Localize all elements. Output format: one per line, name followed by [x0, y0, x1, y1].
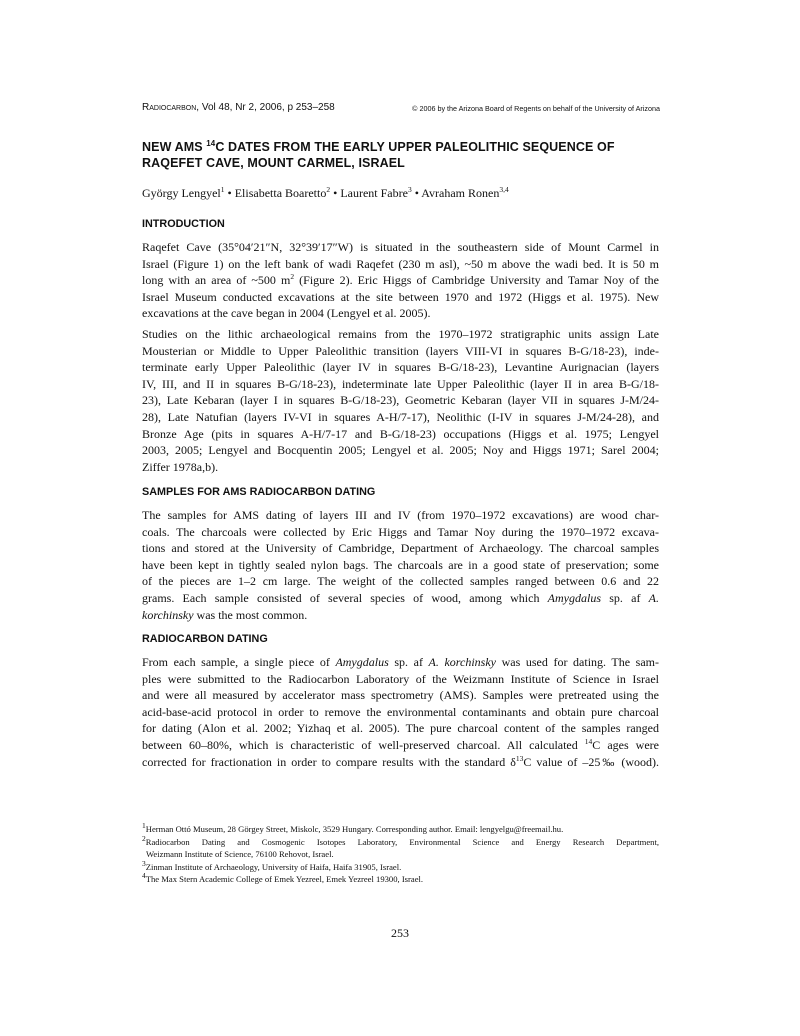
section-heading-introduction: INTRODUCTION	[142, 218, 225, 230]
footnote: $^2$Radiocarbon Dating and Cosmogenic Isotopes Laboratory, Environmental Science and Energy Research Department, Weizmann Institute of Science, 76100 Rehovot, Israel.	[142, 833, 659, 860]
footnotes	[142, 823, 659, 886]
introduction-paragraph-2: Studies on the lithic archaeological remains from the 1970–1972 stratigraphic units assign Late Mousterian or Middle to Upper Paleolithic transition (layers VIII-VI in squares B-G/18-23), inde- terminate early Upper Paleolithic (layer IV in squares B-G/18-23), Levantine Aurignacian (layers IV, III, and II in squares B-G/18-23), indeterminate late Upper Paleolithic (layer II in area B-G/18- 23), Late Kebaran (layer I in squares B-G/18-23), Geometric Kebaran (layer VII in squares J-M/24- 28), Late Natufian (layers IV-VI in squares A-H/7-17), Neolithic (I-IV in squares J-M/24-28), and Bronze Age (pits in squares A-H/7-17 and B-G/18-23) occupations (Higgs et al. 1975; Lengyel 2003, 2005; Lengyel and Bocquentin 2005; Lengyel et al. 2005; Noy and Higgs 1971; Sarel 2004; Ziffer 1978a,b).	[142, 327, 659, 474]
radiocarbon-paragraph: From each sample, a single piece of Amygdalus sp. af A. korchinsky was used for dating. The sam- ples were submitted to the Radiocarbon Laboratory of the Weizmann Institute of Science in Israel and were all measured by accelerator mass spectrometry (AMS). Samples were pretreated using the acid-base-acid protocol in order to remove the environmental contaminants and obtain pure charcoal for dating (Alon et al. 2002; Yizhaq et al. 2005). The pure charcoal content of the samples ranged between 60–80%, which is characteristic of well-preserved charcoal. All calculated $^{14}$C ages were corrected for fractionation in order to compare results with the standard $\delta^{13}C$ value of –25‰ (wood).	[142, 655, 659, 769]
author: Avraham Ronen$^{3,4}$	[421, 185, 509, 200]
author-list: György Lengyel$^1$ • Elisabetta Boaretto$^2$ • Laurent Fabre$^3$ • Avraham Ronen$^{3,4}$	[142, 185, 509, 200]
title-line-2: RAQEFET CAVE, MOUNT CARMEL, ISRAEL	[142, 156, 405, 170]
article-title	[142, 139, 660, 171]
journal-details: , Vol 48, Nr 2, 2006, p 253–258	[196, 102, 335, 113]
species-name: A. korchinsky	[428, 655, 497, 669]
samples-paragraph: The samples for AMS dating of layers III and IV (from 1970–1972 excavations) are wood char- coals. The charcoals were collected by Eric Higgs and Tamar Noy during the 1970–1972 excava- tions and stored at the University of Cambridge, Department of Archaeology. The charcoal samples have been kept in tightly sealed nylon bags. The charcoals are in a good state of preservation; some of the pieces are 1–2 cm large. The weight of the collected samples ranged between 0.6 and 22 grams. Each sample consisted of several species of wood, among which Amygdalus sp. af A. korchinsky was the most common.	[142, 508, 659, 622]
footnote: $^4$The Max Stern Academic College of Emek Yezreel, Emek Yezreel 19300, Israel.	[142, 871, 424, 885]
author: György Lengyel$^1$	[142, 185, 225, 200]
species-name: Amygdalus	[547, 590, 601, 605]
isotope-superscript: 14	[206, 138, 216, 148]
title-line-1: NEW AMS $^{14}$C DATES FROM THE EARLY UPPER PALEOLITHIC SEQUENCE OF	[142, 138, 615, 154]
running-header	[142, 101, 660, 116]
copyright-notice: © 2006 by the Arizona Board of Regents on behalf of the University of Arizona	[412, 104, 660, 113]
author: Laurent Fabre$^3$	[340, 185, 412, 200]
author: Elisabetta Boaretto$^2$	[234, 185, 331, 200]
introduction-paragraph-1: Raqefet Cave (35°04′21″N, 32°39′17″W) is situated in the southeastern side of Mount Carmel in Israel (Figure 1) on the left bank of wadi Raqefet (230 m asl), ~50 m above the wadi bed. It is 50 m long with an area of ~500 $m^2$ (Figure 2). Eric Higgs of Cambridge University and Tamar Noy of the Israel Museum conducted excavations at the site between 1970 and 1972 (Higgs et al. 1975). New excavations at the cave began in 2004 (Lengyel et al. 2005).	[142, 240, 659, 321]
species-name: Amygdalus	[335, 655, 389, 669]
footnote: $^1$Herman Ottó Museum, 28 Görgey Street, Miskolc, 3529 Hungary. Corresponding author. Email: lengyelgu@freemail.hu.	[142, 821, 564, 834]
footnote: $^3$Zinman Institute of Archaeology, University of Haifa, Haifa 31905, Israel.	[142, 858, 402, 872]
journal-citation	[142, 101, 335, 115]
page-number: 253	[391, 926, 409, 940]
journal-name: Radiocarbon	[142, 102, 197, 113]
section-heading-radiocarbon-dating: RADIOCARBON DATING	[142, 633, 268, 645]
species-name: A.	[648, 590, 659, 605]
section-heading-samples: SAMPLES FOR AMS RADIOCARBON DATING	[142, 486, 376, 498]
species-name: korchinsky	[142, 607, 194, 622]
